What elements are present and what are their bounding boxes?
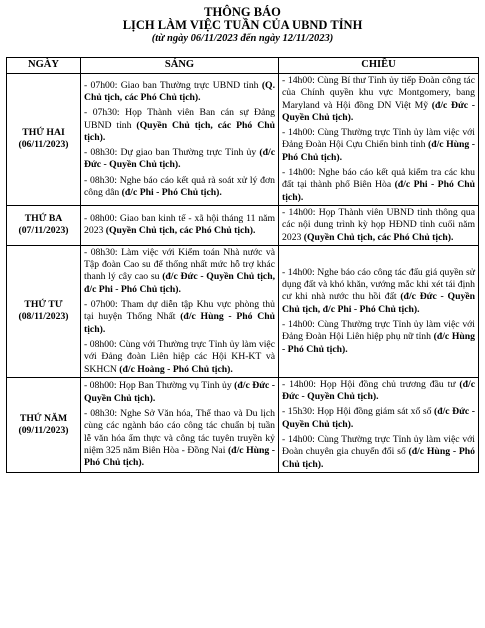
table-row (7, 205, 479, 245)
item-attendees: (đ/c Đức - Quyền Chủ tịch). (282, 406, 475, 430)
day-cell (7, 245, 81, 377)
day-cell (7, 377, 81, 472)
item-attendees: (Quyền Chủ tịch, các Phó Chủ tịch). (303, 231, 454, 243)
schedule-item (84, 147, 275, 172)
schedule-body (7, 74, 479, 473)
item-description: - 14h00: Cùng Thường trực Tỉnh ủy làm việc với Đoàn chuyên gia chuyển đổi số (282, 434, 475, 458)
schedule-item (84, 80, 275, 105)
schedule-item (282, 434, 475, 471)
item-description: - 08h00: Giao ban kinh tế - xã hội tháng 11 năm 2023 (84, 213, 275, 237)
day-name: THỨ HAI (22, 127, 65, 139)
item-description: - 08h00: Họp Ban Thường vụ Tỉnh ủy (84, 380, 235, 392)
item-description: - 08h30: Làm việc với Kiểm toán Nhà nước và Tập đoàn Cao su để thống nhất mức hỗ trợ khác thanh lý cây cao su (84, 246, 275, 283)
document-header (0, 0, 485, 45)
item-description: - 08h30: Nghe báo cáo kết quả rà soát xử lý đơn công dân (84, 174, 275, 199)
item-description: - 07h00: Tham dự diễn tập Khu vực phòng thủ tại huyện Thống Nhất (84, 299, 275, 323)
morning-cell (81, 377, 279, 472)
item-attendees: (đ/c Đức - Quyền Chủ tịch). (282, 378, 475, 403)
item-attendees: (Q. Chủ tịch, các Phó Chủ tịch). (84, 79, 275, 103)
morning-cell (81, 74, 279, 206)
item-attendees: (đ/c Hoàng - Phó Chủ tịch). (119, 363, 233, 375)
schedule-item (282, 127, 475, 164)
item-attendees: (đ/c Đức - Quyền Chủ tịch, đ/c Phi - Phó Chủ tịch). (282, 291, 475, 315)
schedule-item (84, 175, 275, 200)
column-header-afternoon: CHIỀU (279, 58, 479, 74)
item-description: - 15h30: Họp Hội đồng giám sát xổ số (282, 406, 434, 418)
item-attendees: (Quyền Chủ tịch, các Phó Chủ tịch). (84, 119, 275, 143)
item-attendees: (đ/c Phi - Phó Chủ tịch). (282, 179, 476, 203)
day-date: (07/11/2023) (18, 225, 69, 237)
item-description: - 08h30: Nghe Sở Văn hóa, Thể thao và Du lịch cùng các ngành báo cáo công tác chuẩn bị tuần lễ văn hóa ẩm thực và công tác tuyên truyền kỷ niệm 325 năm Biên Hòa - Đồng Nai (84, 407, 275, 456)
item-description: - 14h00: Họp Hội đồng chủ trương đầu tư (282, 378, 460, 390)
column-header-morning: SÁNG (81, 58, 279, 74)
item-description: - 14h00: Cùng Thường trực Tỉnh ủy làm việc với Đảng Đoàn Hội Liên hiệp phụ nữ tỉnh (282, 318, 475, 343)
day-name: THỨ TƯ (24, 299, 63, 311)
table-row (7, 245, 479, 377)
schedule-item (282, 379, 475, 404)
day-date: (08/11/2023) (18, 311, 69, 323)
item-description: - 07h00: Giao ban Thường trực UBND tỉnh (84, 79, 262, 91)
schedule-item (282, 267, 475, 316)
afternoon-cell (279, 377, 479, 472)
morning-cell (81, 245, 279, 377)
item-attendees: (đ/c Hùng - Phó Chủ tịch). (282, 139, 475, 163)
day-cell (7, 74, 81, 206)
day-date: (09/11/2023) (18, 424, 69, 436)
item-attendees: (đ/c Hùng - Phó Chủ tịch). (282, 446, 475, 470)
item-description: - 08h30: Dự giao ban Thường trực Tỉnh ủy (84, 147, 260, 159)
schedule-item (84, 408, 275, 469)
item-description: - 14h00: Họp Thành viên UBND tỉnh thông qua các nội dung trình kỳ họp HĐND tỉnh cuối năm 2023 (282, 206, 475, 243)
item-description: - 07h30: Họp Thành viên Ban cán sự Đảng UBND tỉnh (84, 107, 275, 131)
schedule-item (282, 167, 475, 204)
column-header-day: NGÀY (7, 58, 81, 74)
item-attendees: (đ/c Hùng - Phó Chủ tịch). (84, 444, 275, 469)
item-description: - 08h00: Cùng với Thường trực Tỉnh ủy làm việc với Đảng đoàn Liên hiệp các Hội KH-KT và SKHCN (84, 338, 275, 375)
schedule-title: LỊCH LÀM VIỆC TUẦN CỦA UBND TỈNH (122, 18, 363, 32)
afternoon-cell (279, 205, 479, 245)
day-name: THỨ BA (24, 213, 63, 225)
item-attendees: (đ/c Hùng - Phó Chủ tịch). (282, 331, 475, 355)
item-attendees: (đ/c Đức - Quyền Chủ tịch, đ/c Phi - Phó Chủ tịch). (84, 271, 275, 295)
schedule-item (282, 406, 475, 431)
schedule-item (84, 299, 275, 336)
item-description: - 14h00: Cùng Bí thư Tỉnh ủy tiếp Đoàn công tác của Chính quyền khu vực Montgomery, bang Maryland và Hội đồng DN Việt Mỹ (282, 75, 475, 111)
table-row (7, 377, 479, 472)
table-header-row (7, 58, 479, 74)
item-description: - 14h00: Nghe báo cáo kết quả kiểm tra các khu đất tại thành phố Biên Hòa (282, 167, 475, 191)
item-attendees: (Quyền Chủ tịch, các Phó Chủ tịch). (105, 225, 256, 237)
table-row (7, 74, 479, 206)
schedule-item (84, 339, 275, 376)
afternoon-cell (279, 245, 479, 377)
day-cell (7, 205, 81, 245)
item-description: - 14h00: Nghe báo cáo công tác đấu giá quyền sử dụng đất và khó khăn, vướng mắc khi xét tái định cư khi nhà nước thu hồi đất (282, 266, 475, 303)
item-attendees: (đ/c Hùng - Phó Chủ tịch). (84, 311, 275, 335)
schedule-item (84, 107, 275, 144)
day-name: THỨ NĂM (19, 412, 68, 424)
item-attendees: (đ/c Đức - Quyền Chủ tịch). (84, 147, 275, 171)
schedule-item (84, 247, 275, 296)
notice-title: THÔNG BÁO (204, 5, 281, 19)
day-date: (06/11/2023) (18, 139, 69, 151)
morning-cell (81, 205, 279, 245)
item-attendees: (đ/c Đức - Quyền Chủ tịch). (84, 380, 275, 404)
item-attendees: (đ/c Đức - Quyền Chủ tịch). (282, 99, 475, 123)
item-description: - 14h00: Cùng Thường trực Tỉnh ủy làm việc với Đảng Đoàn Hội Cựu Chiến binh tỉnh (282, 127, 475, 151)
schedule-item (282, 319, 475, 356)
item-attendees: (đ/c Phi - Phó Chủ tịch). (121, 187, 222, 199)
schedule-item (84, 213, 275, 238)
schedule-item (282, 75, 475, 124)
schedule-item (282, 207, 475, 244)
afternoon-cell (279, 74, 479, 206)
date-range: (từ ngày 06/11/2023 đến ngày 12/11/2023) (151, 33, 334, 44)
schedule-item (84, 380, 275, 405)
schedule-table (6, 57, 479, 473)
